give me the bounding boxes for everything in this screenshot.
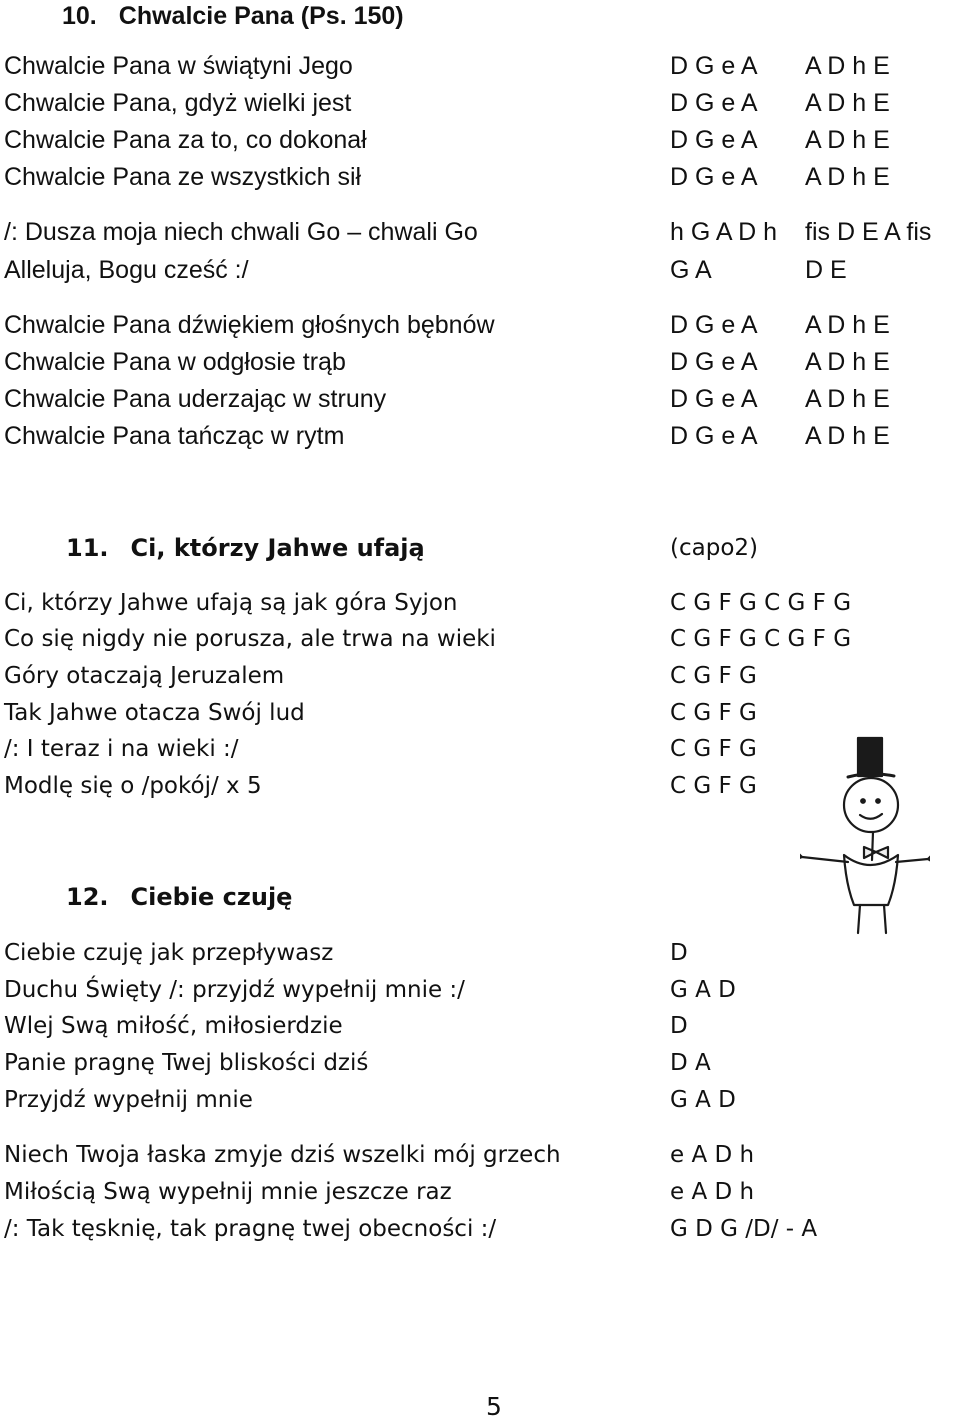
song-title-11 [66, 534, 425, 562]
right-arm [896, 859, 928, 862]
lyric-text: /: I teraz i na wieki :/ [4, 736, 239, 762]
chord-text: C G F G [670, 663, 757, 689]
lyric-text: /: Dusza moja niech chwali Go – chwali Go [4, 218, 478, 246]
page-number: 5 [486, 1392, 502, 1421]
lyric-text: Ci, którzy Jahwe ufają są jak góra Syjon [4, 590, 458, 616]
lyric-text: Duchu Święty /: przyjdź wypełnij mnie :/ [4, 977, 465, 1003]
capo-note: (capo2) [670, 535, 758, 561]
chord-text: A D h E [805, 163, 890, 191]
lyric-text: Chwalcie Pana tańcząc w rytm [4, 422, 345, 450]
chord-text: G A [670, 256, 712, 284]
chord-text: D A [670, 1050, 711, 1076]
song-number: 11. [66, 534, 109, 562]
neck [872, 832, 873, 860]
chord-text: A D h E [805, 422, 890, 450]
chord-text: C G F G [670, 773, 757, 799]
lyric-text: Chwalcie Pana dźwiękiem głośnych bębnów [4, 311, 495, 339]
lyric-text: Chwalcie Pana ze wszystkich sił [4, 163, 362, 191]
stick-figure-illustration [800, 735, 930, 935]
bow-tie [864, 847, 888, 858]
left-arm [802, 857, 848, 862]
lyric-text: Chwalcie Pana w świątyni Jego [4, 52, 353, 80]
chord-text: D G e A [670, 163, 758, 191]
lyric-text: Chwalcie Pana w odgłosie trąb [4, 348, 346, 376]
chord-text: G A D [670, 977, 736, 1003]
chord-text: A D h E [805, 126, 890, 154]
chord-text: D [670, 1013, 688, 1039]
lyric-text: Miłością Swą wypełnij mnie jeszcze raz [4, 1179, 452, 1205]
left-leg [858, 905, 860, 933]
lyric-text: Chwalcie Pana za to, co dokonał [4, 126, 367, 154]
lyric-text: Modlę się o /pokój/ x 5 [4, 773, 262, 799]
top-hat-crown [858, 738, 882, 776]
song-title-text: Ci, którzy Jahwe ufają [130, 534, 425, 562]
right-leg [884, 905, 886, 933]
lyric-text: Niech Twoja łaska zmyje dziś wszelki mój grzech [4, 1142, 561, 1168]
chord-text: D G e A [670, 52, 758, 80]
head [844, 778, 898, 832]
chord-text: D G e A [670, 422, 758, 450]
chord-text: A D h E [805, 89, 890, 117]
chord-text: C G F G C G F G [670, 626, 852, 652]
chord-text: C G F G C G F G [670, 590, 852, 616]
chord-text: D E [805, 256, 847, 284]
body [844, 855, 898, 905]
lyric-text: Przyjdź wypełnij mnie [4, 1087, 253, 1113]
lyric-text: Alleluja, Bogu cześć :/ [4, 256, 249, 284]
chord-text: D G e A [670, 89, 758, 117]
chord-text: C G F G [670, 700, 757, 726]
lyric-text: Co się nigdy nie porusza, ale trwa na wieki [4, 626, 496, 652]
chord-text: h G A D h [670, 218, 778, 246]
chord-text: A D h E [805, 52, 890, 80]
chord-text: D G e A [670, 126, 758, 154]
lyric-text: Góry otaczają Jeruzalem [4, 663, 285, 689]
chord-text: G D G /D/ - A [670, 1216, 818, 1242]
chord-text: e A D h [670, 1142, 755, 1168]
chord-text: D G e A [670, 348, 758, 376]
chord-text: A D h E [805, 348, 890, 376]
song-title-text: Ciebie czuję [130, 883, 293, 911]
song-title-10 [62, 2, 404, 31]
chord-text: D [670, 940, 688, 966]
lyric-text: Ciebie czuję jak przepływasz [4, 940, 334, 966]
lyric-text: Panie pragnę Twej bliskości dziś [4, 1050, 369, 1076]
chord-text: A D h E [805, 385, 890, 413]
lyric-text: Chwalcie Pana, gdyż wielki jest [4, 89, 352, 117]
chord-text: D G e A [670, 311, 758, 339]
chord-text: G A D [670, 1087, 736, 1113]
song-title-12 [66, 883, 292, 911]
chord-text: D G e A [670, 385, 758, 413]
lyric-text: Chwalcie Pana uderzając w struny [4, 385, 387, 413]
chord-text: C G F G [670, 736, 757, 762]
song-title-text: Chwalcie Pana (Ps. 150) [118, 2, 404, 30]
lyric-text: Tak Jahwe otacza Swój lud [4, 700, 305, 726]
song-number: 12. [66, 883, 109, 911]
chord-text: fis D E A fis [805, 218, 932, 246]
lyric-text: /: Tak tęsknię, tak pragnę twej obecności :/ [4, 1216, 497, 1242]
song-number: 10. [62, 2, 97, 30]
chord-text: e A D h [670, 1179, 755, 1205]
chord-text: A D h E [805, 311, 890, 339]
lyric-text: Wlej Swą miłość, miłosierdzie [4, 1013, 343, 1039]
